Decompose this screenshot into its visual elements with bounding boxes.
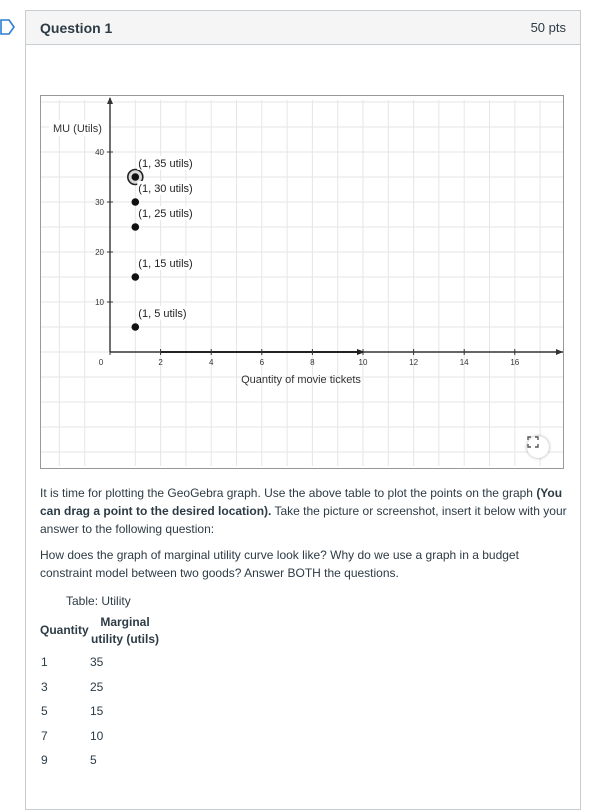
fullscreen-icon xyxy=(527,436,539,448)
table-cell-quantity: 5 xyxy=(41,704,48,718)
data-point[interactable] xyxy=(132,273,140,281)
table-cell-quantity: 9 xyxy=(41,753,48,767)
graph-canvas[interactable] xyxy=(41,96,563,468)
table-cell-utility: 25 xyxy=(90,680,104,694)
table-header-mu-line1: Marginal xyxy=(100,615,150,629)
y-axis-arrow-icon xyxy=(107,97,113,104)
x-axis-segment-arrow-icon xyxy=(357,349,365,355)
question-paragraph: How does the graph of marginal utility curve look like? Why do we use a graph in a budget constraint model between two goods? Answer BOTH the questions. xyxy=(40,548,519,580)
data-point[interactable] xyxy=(132,198,140,206)
instruction-text-1: It is time for plotting the GeoGebra graph. Use the above table to plot the points on the graph xyxy=(40,486,537,500)
table-cell-quantity: 1 xyxy=(41,655,48,669)
x-axis-arrow-icon xyxy=(556,349,563,355)
fullscreen-button[interactable] xyxy=(527,436,549,458)
data-point[interactable] xyxy=(132,323,140,331)
geogebra-graph[interactable] xyxy=(40,95,564,469)
data-label: (1, 25 utils) xyxy=(138,208,193,220)
x-tick-label: 8 xyxy=(310,358,315,367)
x-tick-label: 12 xyxy=(409,358,419,367)
data-point[interactable] xyxy=(132,173,140,181)
question-flag-icon[interactable] xyxy=(0,18,16,36)
x-tick-label: 10 xyxy=(358,358,368,367)
instruction-text-2: Take the picture or screenshot, insert it below with your answer to the following question: xyxy=(40,504,567,536)
table-caption: Table: Utility xyxy=(66,594,131,608)
graph-points xyxy=(128,156,201,331)
x-tick-label: 2 xyxy=(158,358,163,367)
question-header xyxy=(26,11,580,45)
table-cell-quantity: 7 xyxy=(41,729,48,743)
x-tick-label: 4 xyxy=(208,358,214,367)
table-cell-quantity: 3 xyxy=(41,680,48,694)
instruction-paragraph xyxy=(40,484,568,538)
table-header-marginal-utility xyxy=(90,614,160,648)
data-point[interactable] xyxy=(132,223,140,231)
data-label: (1, 35 utils) xyxy=(138,158,193,170)
table-header-quantity: Quantity xyxy=(40,623,89,637)
x-tick-label: 14 xyxy=(459,358,469,367)
table-cell-utility: 5 xyxy=(90,753,97,767)
y-axis-label: MU (Utils) xyxy=(53,123,102,135)
x-tick-label: 0 xyxy=(98,358,104,367)
table-header-mu-line2: utility (utils) xyxy=(91,632,159,646)
question-card xyxy=(25,10,581,810)
question-points: 50 pts xyxy=(530,20,566,35)
y-tick-label: 30 xyxy=(95,198,104,207)
table-cell-utility: 35 xyxy=(90,655,104,669)
table-cell-utility: 15 xyxy=(90,704,104,718)
y-tick-label: 10 xyxy=(95,298,104,307)
x-tick-label: 6 xyxy=(259,358,265,367)
question-title: Question 1 xyxy=(40,19,113,36)
graph-grid xyxy=(41,100,563,466)
x-tick-label: 16 xyxy=(510,358,520,367)
data-label: (1, 5 utils) xyxy=(138,308,187,320)
table-cell-utility: 10 xyxy=(90,729,104,743)
data-label: (1, 30 utils) xyxy=(138,183,193,195)
y-tick-label: 40 xyxy=(95,148,104,157)
y-tick-label: 20 xyxy=(95,248,104,257)
data-label: (1, 15 utils) xyxy=(138,258,193,270)
x-axis-label: Quantity of movie tickets xyxy=(241,374,361,386)
instruction-bold-text: (You can drag a point to the desired location). xyxy=(40,486,563,518)
